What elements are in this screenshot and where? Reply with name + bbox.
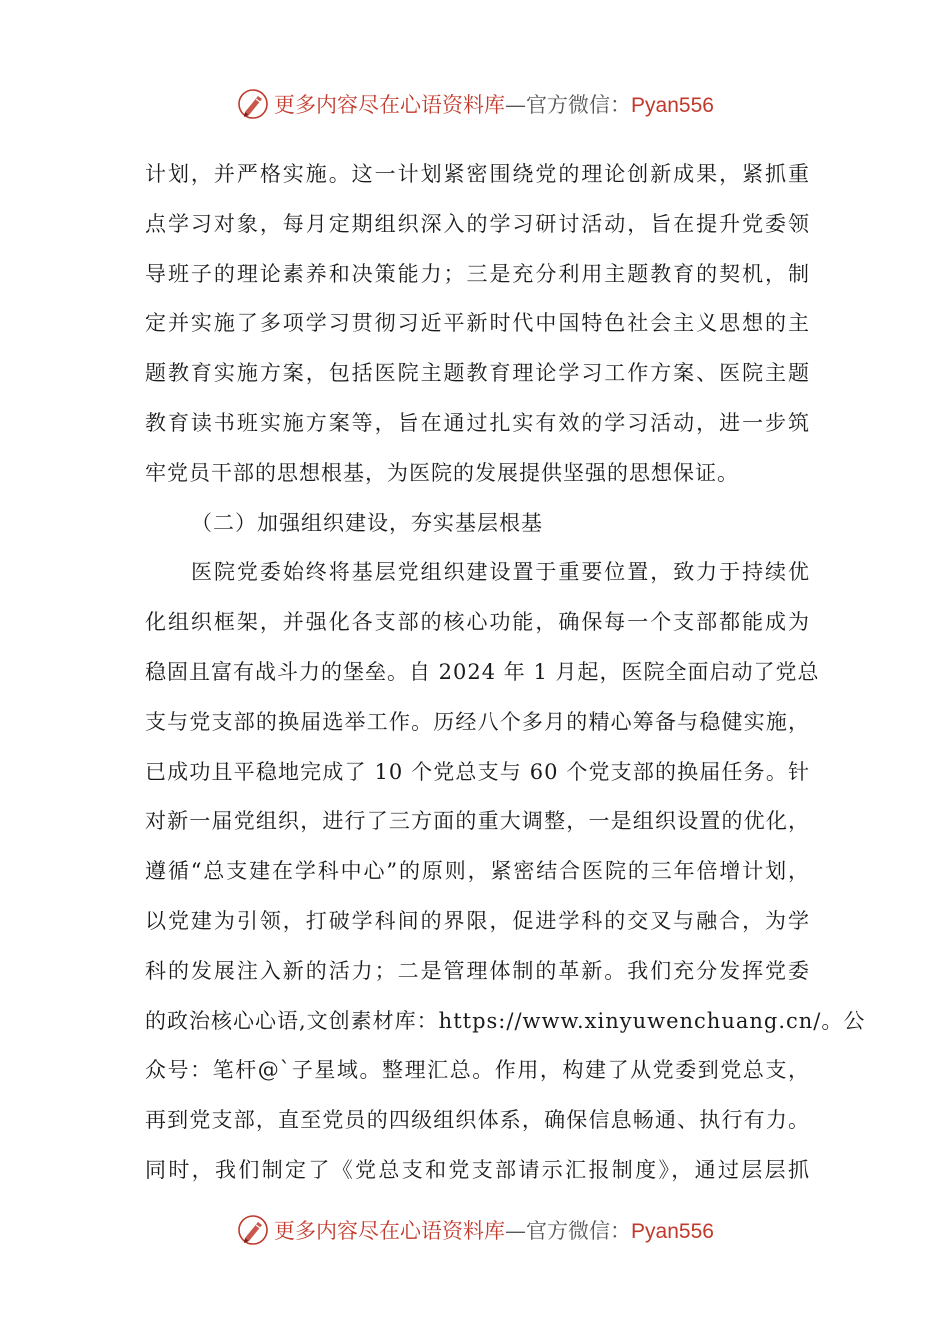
text-line: 已成功且平稳地完成了 10 个党总支与 60 个党支部的换届任务。针 — [145, 759, 810, 784]
text-line: 众号：笔杆@`子星域。整理汇总。作用，构建了从党委到党总支， — [145, 1058, 810, 1083]
banner-wechat-label: 官方微信： — [526, 93, 632, 117]
text-line: 定并实施了多项学习贯彻习近平新时代中国特色社会主义思想的主 — [145, 311, 810, 336]
document-body — [145, 150, 866, 1196]
banner-dash: — — [505, 1219, 527, 1243]
text-line: 科的发展注入新的活力；二是管理体制的革新。我们充分发挥党委 — [145, 958, 810, 983]
footer-watermark-banner — [0, 1210, 950, 1250]
banner-text — [274, 1215, 714, 1245]
text-line: 再到党支部，直至党员的四级组织体系，确保信息畅通、执行有力。 — [145, 1108, 810, 1133]
banner-wechat-label: 官方微信： — [526, 1219, 632, 1243]
text-line: 对新一届党组织，进行了三方面的重大调整，一是组织设置的优化， — [145, 809, 810, 834]
text-line: 以党建为引领，打破学科间的界限，促进学科的交叉与融合，为学 — [145, 908, 810, 933]
banner-brand: 更多内容尽在心语资料库 — [274, 93, 506, 117]
section-heading: （二）加强组织建设，夯实基层根基 — [191, 510, 543, 535]
text-line: 点学习对象，每月定期组织深入的学习研讨活动，旨在提升党委领 — [145, 211, 810, 236]
text-line: 计划，并严格实施。这一计划紧密围绕党的理论创新成果，紧抓重 — [145, 162, 810, 186]
text-line: 教育读书班实施方案等，旨在通过扎实有效的学习活动，进一步筑 — [145, 410, 810, 435]
text-line: 导班子的理论素养和决策能力；三是充分利用主题教育的契机，制 — [145, 261, 810, 286]
banner-wechat-id: Pyan556 — [631, 1220, 714, 1243]
text-line: 牢党员干部的思想根基，为医院的发展提供坚强的思想保证。 — [145, 460, 739, 485]
banner-dash: — — [505, 93, 527, 117]
text-line: 同时，我们制定了《党总支和党支部请示汇报制度》，通过层层抓 — [145, 1157, 810, 1182]
text-line: 的政治核心心语,文创素材库：https://www.xinyuwenchuang.cn/。公 — [145, 1008, 866, 1033]
text-line: 支与党支部的换届选举工作。历经八个多月的精心筹备与稳健实施， — [145, 709, 810, 734]
text-line: 医院党委始终将基层党组织建设置于重要位置，致力于持续优 — [191, 560, 810, 585]
text-line: 遵循“总支建在学科中心”的原则，紧密结合医院的三年倍增计划， — [145, 859, 810, 884]
text-line: 稳固且富有战斗力的堡垒。自 2024 年 1 月起，医院全面启动了党总 — [145, 659, 820, 684]
text-line: 化组织框架，并强化各支部的核心功能，确保每一个支部都能成为 — [145, 610, 810, 635]
pen-logo-icon — [236, 87, 270, 121]
text-line: 题教育实施方案，包括医院主题教育理论学习工作方案、医院主题 — [145, 361, 810, 386]
banner-wechat-id: Pyan556 — [631, 94, 714, 117]
banner-text — [274, 89, 714, 119]
banner-brand: 更多内容尽在心语资料库 — [274, 1219, 506, 1243]
header-watermark-banner — [0, 84, 950, 124]
pen-logo-icon — [236, 1213, 270, 1247]
